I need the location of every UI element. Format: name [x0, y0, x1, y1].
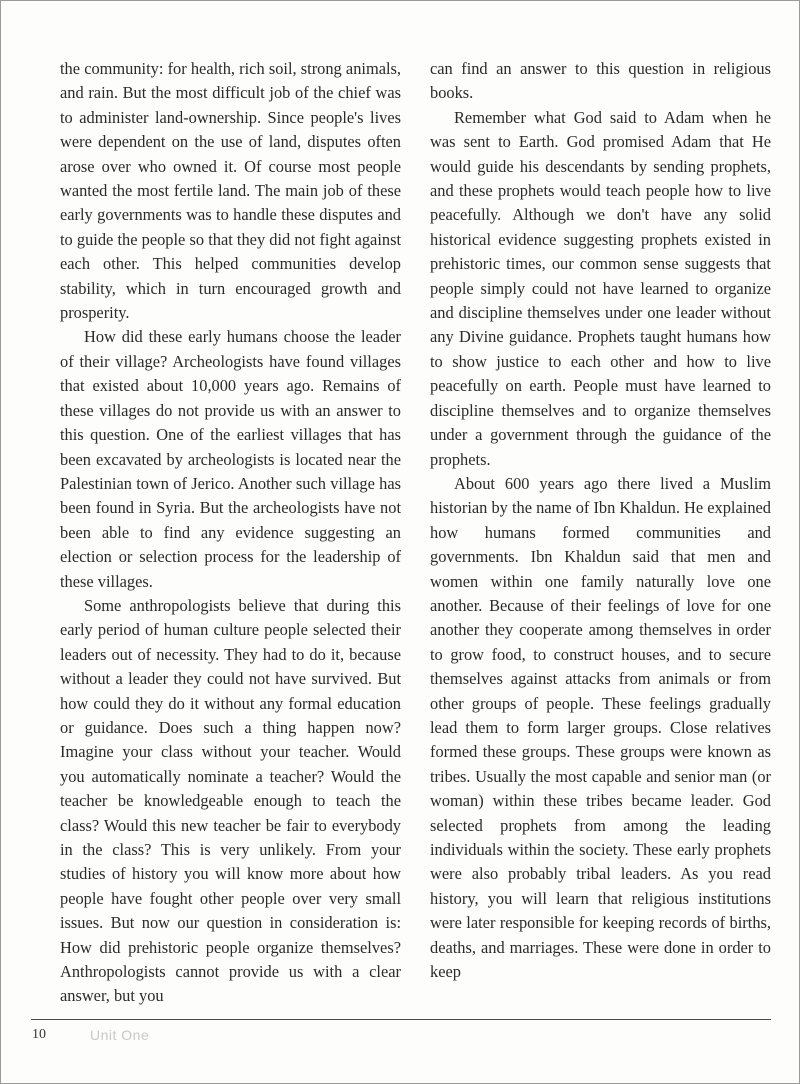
paragraph: Remember what God said to Adam when he was sent to Earth. God promised Adam that He would guide his descendants by sending prophets, and these prophets would teach people how to live peacefully. Although we don't have any solid historical evidence suggesting prophets existed in prehistoric times, our common sense suggests that people simply could not have learned to organize and discipline themselves under one leader without any Divine guidance. Prophets taught humans how to show justice to each other and how to live peacefully on earth. People must have learned to discipline themselves and to organize themselves under a government through the guidance of the prophets. — [430, 107, 771, 469]
footer-divider — [31, 1019, 771, 1020]
paragraph: How did these early humans choose the leader of their village? Archeologists have found villages that existed about 10,000 years ago. Remains of these villages do not provide us with an answer to this question. One of the earliest villages that has been excavated by archeologists is located near the Palestinian town of Jerico. Another such village has been found in Syria. But the archeologists have not been able to find any evidence suggesting an election or selection process for the leadership of these villages. — [60, 327, 401, 591]
right-column — [430, 57, 771, 984]
page-number: 10 — [32, 1027, 46, 1042]
paragraph: the community: for health, rich soil, strong animals, and rain. But the most difficult job of the chief was to administer land-ownership. Since people's lives were dependent on the use of land, disputes often arose over who owned it. Of course most people wanted the most fertile land. The main job of these early governments was to handle these disputes and to guide the people so that they did not fight against each other. This helped communities develop stability, which in turn encouraged growth and prosperity. — [60, 59, 401, 323]
paragraph: can find an answer to this question in religious books. — [430, 59, 771, 103]
left-column — [60, 57, 401, 1009]
unit-label: Unit One — [90, 1027, 150, 1043]
paragraph: Some anthropologists believe that during this early period of human culture people selected their leaders out of necessity. They had to do it, because without a leader they could not have survived. But how could they do it without any formal education or guidance. Does such a thing happen now? Imagine your class without your teacher. Would you automatically nominate a teacher? Would the teacher be knowledgeable enough to teach the class? Would this new teacher be fair to everybody in the class? This is very unlikely. From your studies of history you will know more about how people have fought other people over very small issues. But now our question in consideration is: How did prehistoric people organize themselves? Anthropologists cannot provide us with a clear answer, but you — [60, 595, 401, 1006]
paragraph: About 600 years ago there lived a Muslim historian by the name of Ibn Khaldun. He explained how humans formed communities and governments. Ibn Khaldun said that men and women within one family naturally love one another. Because of their feelings of love for one another they cooperate among themselves in order to grow food, to construct houses, and to secure themselves against attacks from animals or from other groups of people. These feelings gradually lead them to form larger groups. Close relatives formed these groups. These groups were known as tribes. Usually the most capable and senior man (or woman) within these tribes became leader. God selected prophets from among the leading individuals within the society. These early prophets were also probably tribal leaders. As you read history, you will learn that religious institutions were later responsible for keeping records of births, deaths, and marriages. These were done in order to keep — [430, 473, 771, 982]
